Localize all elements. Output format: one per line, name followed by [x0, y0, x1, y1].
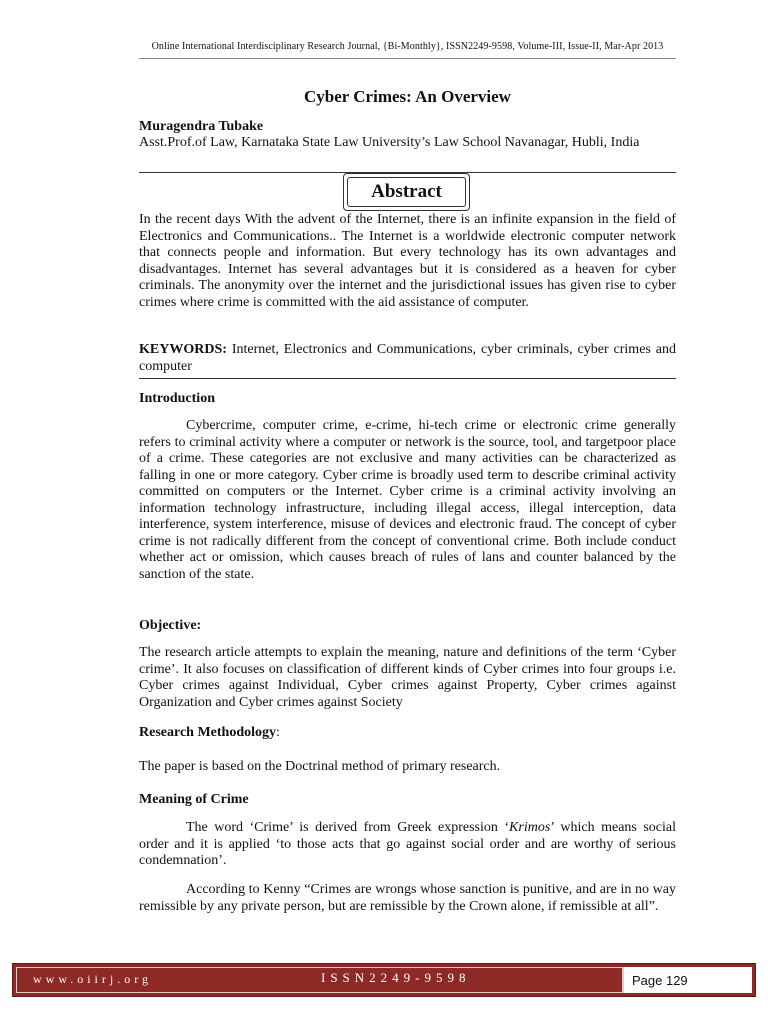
author-name: Muragendra Tubake: [139, 119, 264, 134]
keywords: [139, 342, 676, 375]
footer-website-link[interactable]: www.oiirj.org: [33, 972, 152, 986]
author-block: [139, 119, 676, 151]
author-affiliation: Asst.Prof.of Law, Karnataka State Law University’s Law School Navanagar, Hubli, India: [139, 135, 640, 150]
meaning-text-1b: ’ which means social order and it is applied ‘to those acts that go against social order and are worthy of serious condemnation’.: [139, 820, 676, 868]
meaning-text-1-italic: Krimos: [509, 820, 551, 835]
abstract-heading-box: [343, 173, 470, 211]
objective-heading: Objective:: [139, 618, 202, 633]
keywords-text: Internet, Electronics and Communications, cyber criminals, cyber crimes and computer: [139, 342, 676, 374]
paper-title: Cyber Crimes: An Overview: [304, 87, 511, 106]
footer-issn: ISSN2249-9598: [321, 970, 471, 985]
journal-header: Online International Interdisciplinary Research Journal, {Bi-Monthly}, ISSN2249-9598, Volume-III, Issue-II, Mar-Apr 2013: [151, 41, 664, 52]
introduction-text: Cybercrime, computer crime, e-crime, hi-tech crime or electronic crime generally refers to criminal activity where a computer or network is the source, tool, and targetpoor place of a crime. These categories are not exclusive and many activities can be characterized as falling in one or more category. Cyber crime is broadly used term to describe criminal activity committed on computers or the Internet. Cyber crime is a criminal activity involving an information technology infrastructure, including illegal access, illegal interception, data interference, system interference, misuse of devices and electronic fraud. The concept of cyber crime is not radically different from the concept of conventional crime. Both include conduct whether act or omission, which causes breach of rules of lans and counter balanced by the sanction of the state.: [139, 418, 676, 582]
keywords-rule: [139, 378, 676, 379]
meaning-text-2: According to Kenny “Crimes are wrongs whose sanction is punitive, and are in no way remissible by any private person, but are remissible by the Crown alone, if remissible at all”.: [139, 882, 676, 914]
abstract-heading: Abstract: [347, 177, 466, 207]
objective-text: The research article attempts to explain the meaning, nature and definitions of the term ‘Cyber crime’. It also focuses on classification of different kinds of Cyber crimes into four groups i.e. Cyber crimes against Individual, Cyber crimes against Property, Cyber crimes against Organization and Cyber crimes against Society: [139, 645, 676, 710]
methodology-text: The paper is based on the Doctrinal method of primary research.: [139, 759, 501, 774]
header-rule: [139, 58, 676, 59]
methodology-heading: [139, 725, 676, 742]
methodology-heading-label: Research Methodology: [139, 725, 276, 740]
keywords-label: KEYWORDS:: [139, 342, 227, 357]
footer-page-number: Page 129: [624, 967, 752, 993]
meaning-text-1: [139, 820, 676, 870]
abstract-text: In the recent days With the advent of the Internet, there is an infinite expansion in the field of Electronics and Communications.. The Internet is a worldwide electronic computer network that connects people and information. But every technology has its own advantages and disadvantages. Internet has several advantages but it is considered as a heaven for cyber criminals. The anonymity over the internet and the jurisdictional issues has given rise to cyber crimes where crime is committed with the aid assistance of computer.: [139, 212, 676, 310]
methodology-heading-colon: :: [276, 725, 280, 740]
meaning-heading: Meaning of Crime: [139, 792, 249, 807]
footer-bar: [12, 963, 756, 997]
introduction-heading: Introduction: [139, 391, 215, 406]
meaning-text-1a: The word ‘Crime’ is derived from Greek expression ‘: [186, 820, 510, 835]
